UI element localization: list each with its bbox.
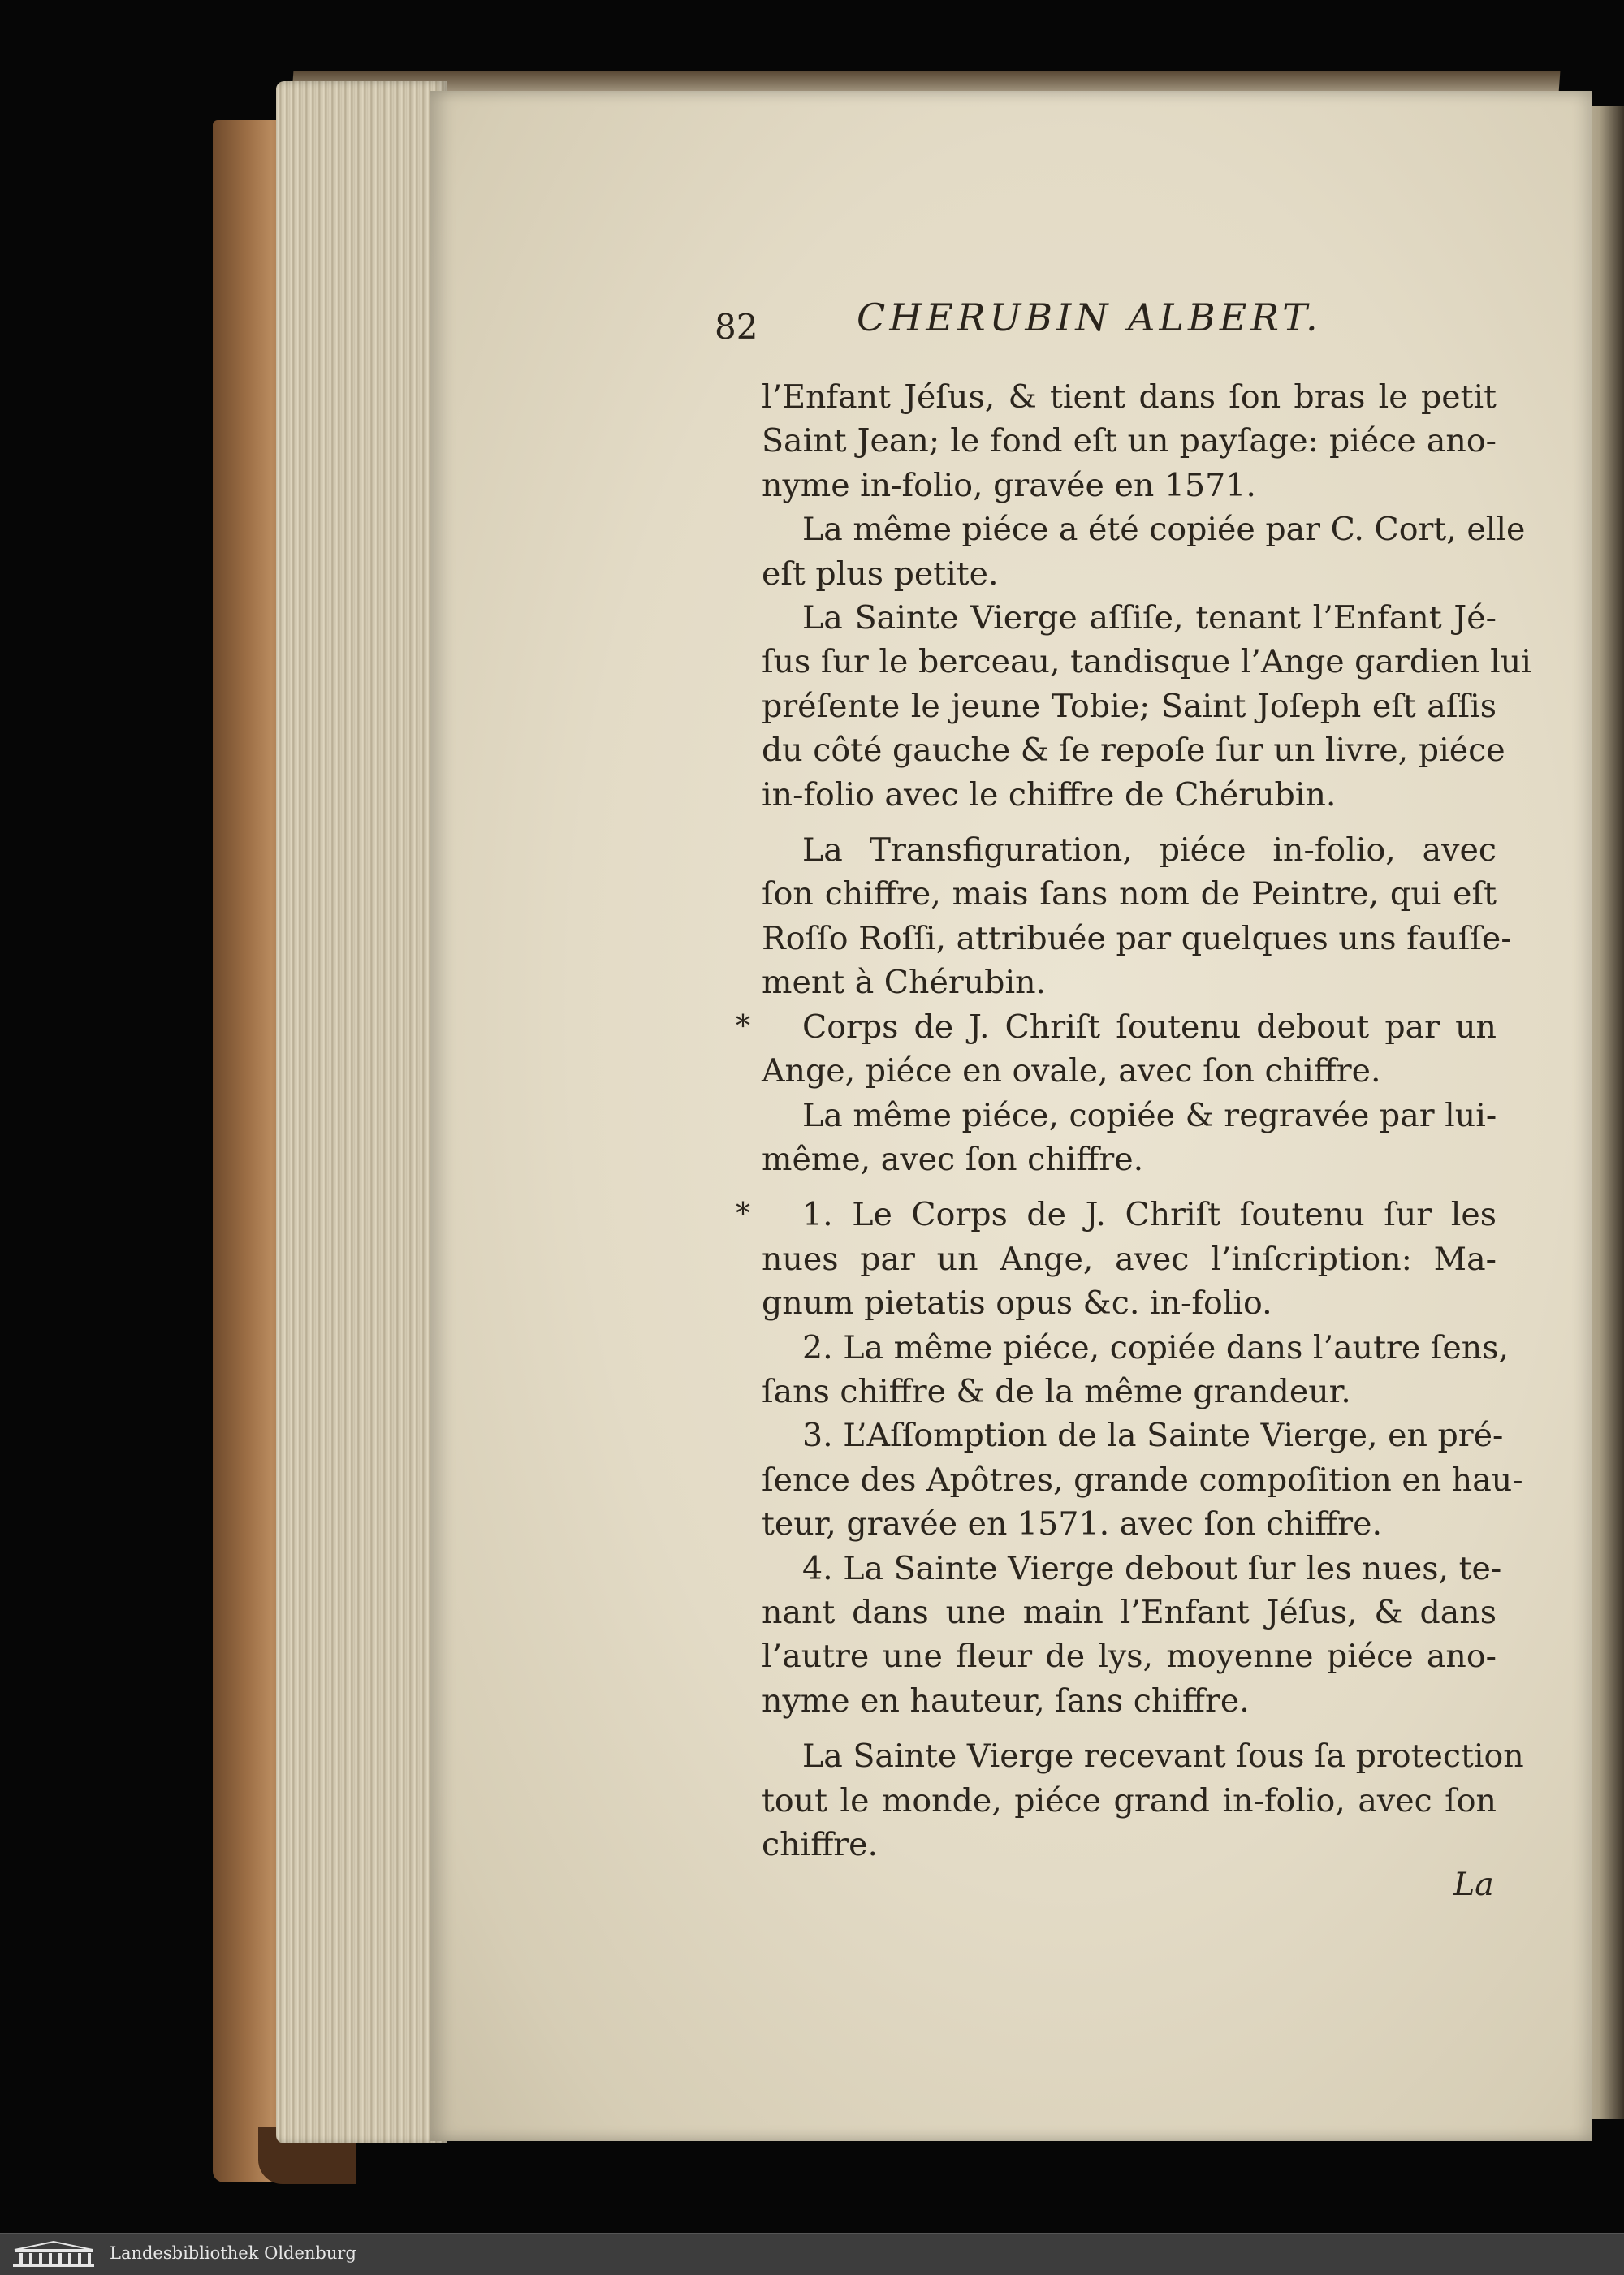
text-line: ment à Chérubin. — [762, 964, 1047, 1002]
footer-bar — [0, 2233, 1624, 2275]
text-line: La même piéce, copiée & regravée par lui- — [802, 1096, 1497, 1134]
text-line: l’autre une fleur de lys, moyenne piéce ano- — [762, 1638, 1497, 1676]
text-line: 1. Le Corps de J. Chriſt ſoutenu ſur les — [802, 1196, 1497, 1234]
paragraph — [762, 828, 1512, 1005]
paragraph — [762, 596, 1531, 817]
paragraph — [762, 507, 1526, 596]
text-line: ſence des Apôtres, grande compoſition en hau- — [762, 1461, 1523, 1499]
text-line: La Transfiguration, piéce in-folio, avec — [802, 831, 1497, 870]
text-line: nant dans une main l’Enfant Jéſus, & dans — [762, 1593, 1497, 1631]
paragraph — [762, 375, 1497, 507]
text-line: l’Enfant Jéſus, & tient dans ſon bras le petit — [762, 378, 1497, 416]
text-line: gnum pietatis opus &c. in-folio. — [762, 1284, 1272, 1323]
text-line: Ange, piéce en ovale, avec ſon chiffre. — [762, 1052, 1381, 1090]
text-line: 3. L’Aſſomption de la Sainte Vierge, en pré- — [802, 1417, 1504, 1455]
text-line: ſans chiffre & de la même grandeur. — [762, 1372, 1351, 1410]
text-line: Corps de J. Chriſt ſoutenu debout par un — [802, 1008, 1497, 1046]
text-line: préſente le jeune Tobie; Saint Joſeph eſt aſſis — [762, 687, 1497, 725]
paragraph — [762, 1547, 1502, 1724]
text-line: tout le monde, piéce grand in-folio, avec ſon — [762, 1781, 1497, 1820]
text-line: ſon chiffre, mais ſans nom de Peintre, qui eſt — [762, 875, 1497, 913]
text-line: in-folio avec le chiffre de Chérubin. — [762, 775, 1337, 814]
text-line: ſus ſur le berceau, tandisque l’Ange gardien lui — [762, 643, 1531, 681]
text-line: nues par un Ange, avec l’inſcription: Ma- — [762, 1240, 1497, 1278]
text-line: La même piéce a été copiée par C. Cort, elle — [802, 511, 1526, 549]
page-number: 82 — [715, 307, 758, 347]
page-block-edges — [276, 81, 447, 2143]
text-line: nyme in-folio, gravée en 1571. — [762, 466, 1256, 504]
text-line: 4. La Sainte Vierge debout ſur les nues, te- — [802, 1549, 1502, 1587]
paragraph — [762, 1414, 1523, 1546]
text-line: teur, gravée en 1571. avec ſon chiffre. — [762, 1505, 1383, 1543]
paragraph — [736, 1193, 1497, 1325]
asterisk-marker: * — [736, 1009, 750, 1043]
catchword: La — [1453, 1866, 1494, 1903]
paragraph — [762, 1734, 1524, 1867]
text-line: Saint Jean; le fond eſt un payſage: piéce ano- — [762, 422, 1497, 460]
text-line: La Sainte Vierge recevant ſous ſa protection — [802, 1738, 1524, 1776]
running-title: CHERUBIN ALBERT. — [857, 296, 1322, 339]
text-line: La Sainte Vierge aſſiſe, tenant l’Enfant Jé- — [802, 599, 1497, 637]
library-name: Landesbibliothek Oldenburg — [110, 2243, 356, 2263]
text-line: Roſſo Roſſi, attribuée par quelques uns fauſſe- — [762, 919, 1512, 957]
paragraph — [762, 1326, 1510, 1414]
text-line: 2. La même piéce, copiée dans l’autre ſens, — [802, 1328, 1510, 1366]
text-line: eſt plus petite. — [762, 555, 999, 593]
paragraph — [762, 1094, 1497, 1182]
text-line: chiffre. — [762, 1826, 879, 1863]
text-block — [736, 375, 1531, 1867]
text-line: nyme en hauteur, ſans chiffre. — [762, 1681, 1250, 1720]
text-line: même, avec ſon chiffre. — [762, 1140, 1144, 1178]
text-line: du côté gauche & ſe repoſe ſur un livre, piéce — [762, 732, 1505, 770]
library-building-icon — [11, 2240, 96, 2268]
asterisk-marker: * — [736, 1198, 750, 1232]
paragraph — [736, 1005, 1497, 1094]
